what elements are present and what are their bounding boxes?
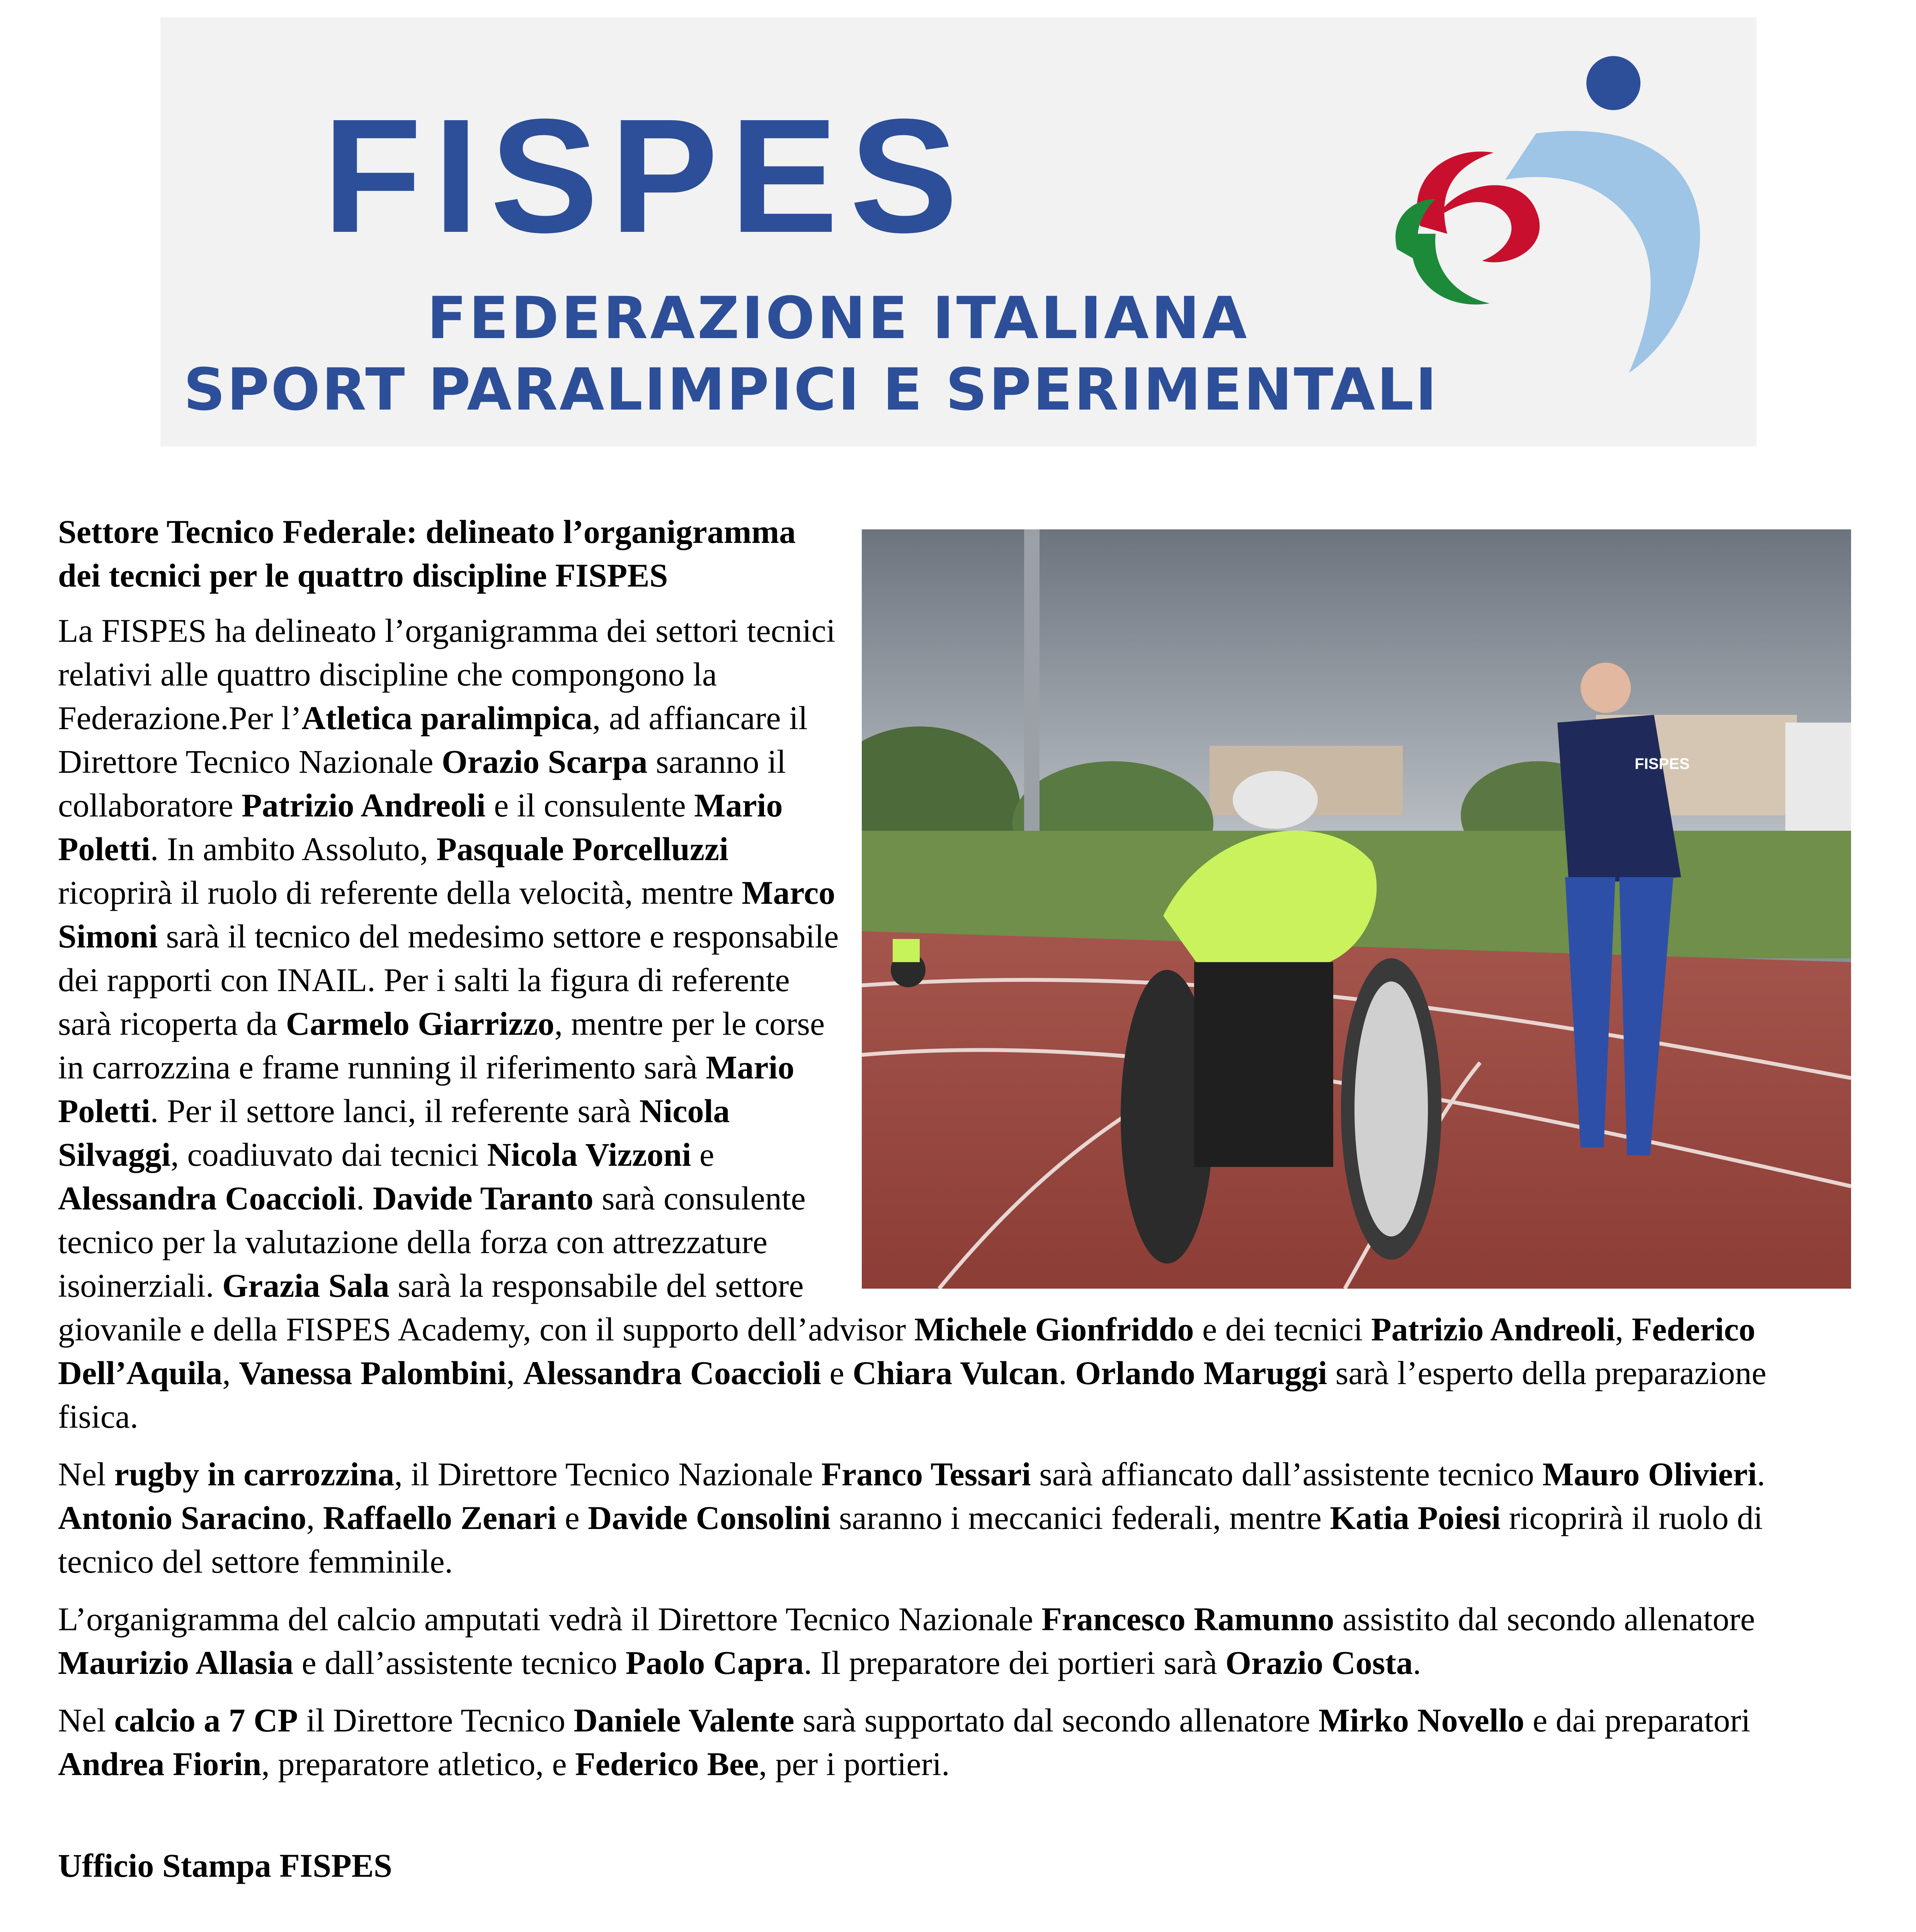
bold-run: Marco Simoni xyxy=(58,874,835,955)
text-run: . xyxy=(1058,1354,1075,1391)
text-run: , preparatore atletico, e xyxy=(261,1745,575,1782)
text-run: , coadiuvato dai tecnici xyxy=(170,1136,487,1173)
text-run: , ad affiancare il Direttore Tecnico Nazionale xyxy=(58,699,808,780)
text-run: . xyxy=(1757,1456,1765,1493)
bold-run: Davide Taranto xyxy=(373,1180,594,1217)
bold-run: Atletica paralimpica xyxy=(301,699,592,736)
text-run: sarà supportato dal secondo allenatore xyxy=(794,1702,1319,1739)
bold-run: Franco Tessari xyxy=(821,1456,1031,1493)
text-run: , xyxy=(506,1354,523,1391)
coach-jacket-text: FISPES xyxy=(1635,755,1690,772)
paragraph-calcio-amputati xyxy=(58,1597,1851,1685)
bold-run: Davide Consolini xyxy=(588,1499,831,1536)
bold-run: Patrizio Andreoli xyxy=(1371,1311,1615,1348)
paragraph-rugby xyxy=(58,1452,1851,1583)
text-run: . xyxy=(1412,1644,1421,1681)
bold-run: Orazio Costa xyxy=(1225,1644,1413,1681)
bold-run: Daniele Valente xyxy=(573,1702,795,1739)
logo-wordmark: FISPES xyxy=(323,85,970,267)
bold-run: Katia Poiesi xyxy=(1330,1499,1501,1536)
bold-run: Mirko Novello xyxy=(1318,1702,1525,1739)
text-run: e il consulente xyxy=(485,787,694,824)
text-run: , per i portieri. xyxy=(759,1745,950,1782)
bold-run: Nicola Silvaggi xyxy=(58,1092,730,1173)
text-run: , xyxy=(306,1499,323,1536)
text-run: ricoprirà il ruolo di tecnico del settore femminile. xyxy=(58,1499,1763,1580)
text-run: . xyxy=(356,1180,373,1217)
paragraph-calcio-7cp xyxy=(58,1699,1851,1786)
bold-run: calcio a 7 CP xyxy=(114,1702,298,1739)
text-run: sarà la responsabile del settore giovanile e della FISPES Academy, con il supporto dell’advisor xyxy=(58,1267,914,1348)
bold-run: Grazia Sala xyxy=(222,1267,390,1304)
text-run: assistito dal secondo allenatore xyxy=(1334,1600,1755,1638)
bold-run: Patrizio Andreoli xyxy=(242,787,486,824)
text-run: La FISPES ha delineato l’organigramma dei settori tecnici relativi alle quattro discipline che compongono la Federazione.Per l’ xyxy=(58,612,835,736)
fispes-logo xyxy=(160,17,1756,446)
bold-run: Pasquale Porcelluzzi xyxy=(436,830,728,867)
text-run: , xyxy=(1615,1311,1632,1348)
bold-run: Alessandra Coaccioli xyxy=(523,1354,822,1391)
text-run: il Direttore Tecnico xyxy=(298,1702,574,1739)
text-run: sarà consulente tecnico per la valutazione della forza con attrezzature isoinerziali. xyxy=(58,1180,806,1304)
bold-run: Federico Bee xyxy=(575,1745,759,1782)
press-office-signature: Ufficio Stampa FISPES xyxy=(58,1847,392,1884)
bold-run: Raffaello Zenari xyxy=(323,1499,556,1536)
bold-run: Francesco Ramunno xyxy=(1041,1600,1334,1638)
bold-run: Chiara Vulcan xyxy=(853,1354,1059,1391)
text-run: sarà il tecnico del medesimo settore e responsabile dei rapporti con INAIL. Per i salti la figura di referente sarà ricoperta da xyxy=(58,918,839,1042)
logo-sport-paralimpici: SPORT PARALIMPICI E SPERIMENTALI xyxy=(184,356,1439,423)
bold-run: Nicola Vizzoni xyxy=(487,1136,691,1173)
fispes-logo-banner xyxy=(160,17,1756,446)
text-run: Nel xyxy=(58,1456,114,1493)
text-run: ricoprirà il ruolo di referente della velocità, mentre xyxy=(58,874,742,911)
bold-run: Antonio Saracino xyxy=(58,1499,306,1536)
text-run: e xyxy=(821,1354,853,1391)
text-run: L’organigramma del calcio amputati vedrà il Direttore Tecnico Nazionale xyxy=(58,1600,1042,1638)
text-run: saranno il collaboratore xyxy=(58,743,786,824)
bold-run: Maurizio Allasia xyxy=(58,1644,294,1681)
bold-run: Alessandra Coaccioli xyxy=(58,1180,356,1217)
bold-run: Mario Poletti xyxy=(58,787,783,867)
text-run: e dei tecnici xyxy=(1194,1311,1371,1348)
article-photo xyxy=(862,529,1851,1289)
text-run: saranno i meccanici federali, mentre xyxy=(830,1499,1330,1536)
bold-run: Mauro Olivieri xyxy=(1542,1456,1757,1493)
text-run: e dai preparatori xyxy=(1524,1702,1751,1739)
text-run: sarà affiancato dall’assistente tecnico xyxy=(1031,1456,1543,1493)
article-title: Settore Tecnico Federale: delineato l’organigramma dei tecnici per le quattro discipline FISPES xyxy=(58,513,796,594)
bold-run: Federico Dell’Aquila xyxy=(58,1311,1756,1391)
text-run: . Il preparatore dei portieri sarà xyxy=(803,1644,1226,1681)
logo-federazione-italiana: FEDERAZIONE ITALIANA xyxy=(427,285,1249,352)
text-run: . Per il settore lanci, il referente sarà xyxy=(150,1092,640,1129)
wheelchair-athlete-photo xyxy=(862,529,1851,1289)
article xyxy=(58,510,1851,1901)
text-run: , il Direttore Tecnico Nazionale xyxy=(394,1456,822,1493)
bold-run: rugby in carrozzina xyxy=(114,1456,395,1493)
text-run: Nel xyxy=(58,1702,114,1739)
text-run: e xyxy=(556,1499,588,1536)
bold-run: Andrea Fiorin xyxy=(58,1745,262,1782)
text-run: sarà l’esperto della preparazione fisica. xyxy=(58,1354,1766,1435)
bold-run: Mario Poletti xyxy=(58,1049,795,1129)
bold-run: Paolo Capra xyxy=(625,1644,804,1681)
bold-run: Orazio Scarpa xyxy=(441,743,648,780)
bold-run: Orlando Maruggi xyxy=(1075,1354,1327,1391)
bold-run: Vanessa Palombini xyxy=(239,1354,507,1391)
text-run: e dall’assistente tecnico xyxy=(293,1644,626,1681)
bold-run: Michele Gionfriddo xyxy=(914,1311,1194,1348)
text-run: , mentre per le corse in carrozzina e frame running il riferimento sarà xyxy=(58,1005,825,1086)
text-run: , xyxy=(222,1354,239,1391)
logo-head-dot xyxy=(1586,56,1640,110)
text-run: e xyxy=(691,1136,715,1173)
bold-run: Carmelo Giarrizzo xyxy=(286,1005,555,1042)
text-run: . In ambito Assoluto, xyxy=(150,830,437,867)
